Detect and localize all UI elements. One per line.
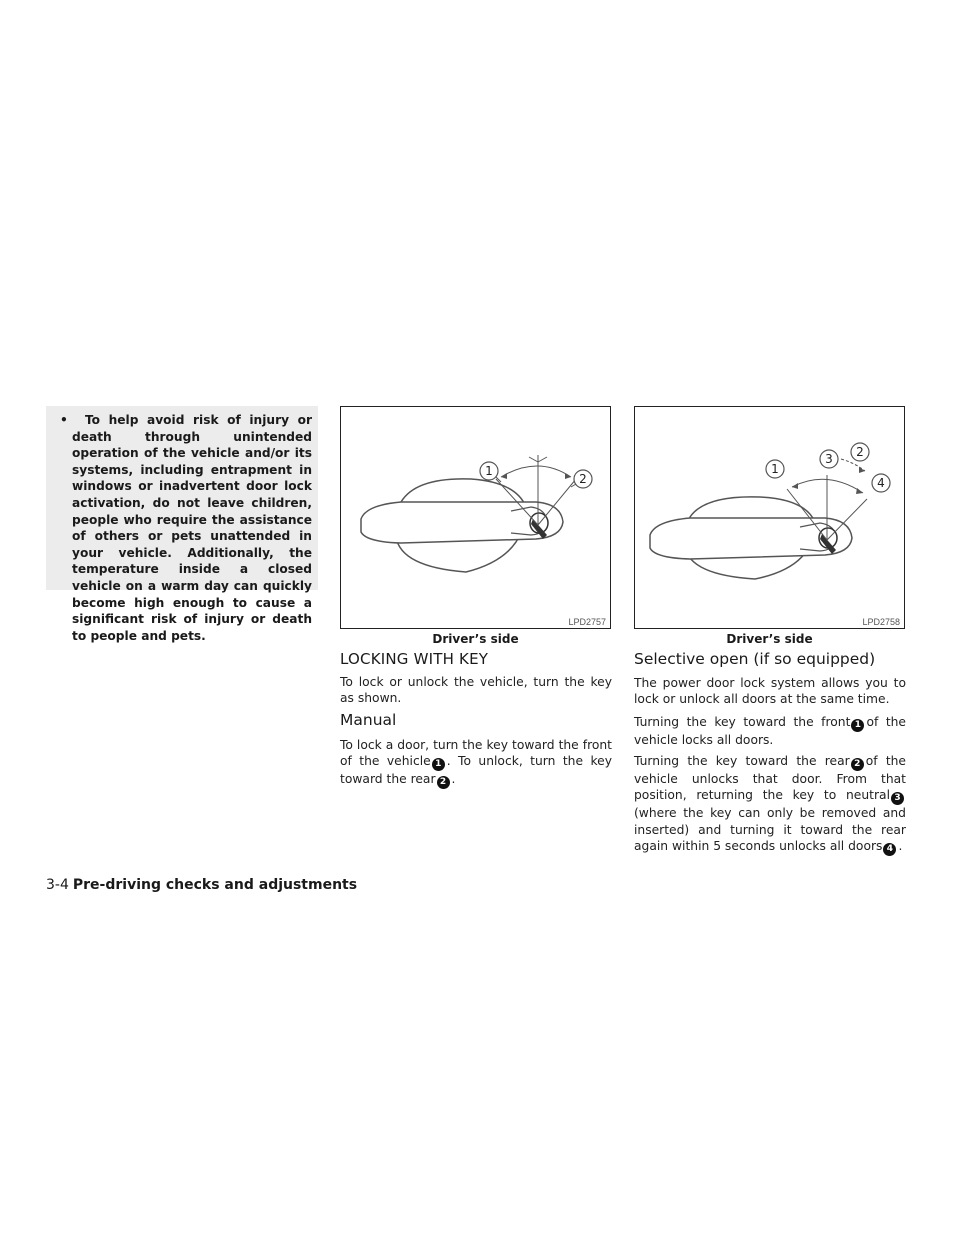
selective-p3-a: Turning the key toward the rear bbox=[634, 754, 850, 768]
selective-p3-b: of the vehicle unlocks that door. From that position, returning the key to neutral bbox=[634, 754, 906, 803]
figure1-caption: Driver’s side bbox=[432, 632, 519, 646]
figure2-code: LPD2758 bbox=[862, 617, 900, 627]
selective-p2-a: Turning the key toward the front bbox=[634, 715, 851, 729]
selective-p3-c: (where the key can only be removed and inserted) and turning it toward the rear again within 5 seconds unlocks all doors bbox=[634, 806, 906, 854]
warning-text: • To help avoid risk of injury or death through unintended operation of the vehicle and/or its systems, including entrapment in windows or inadvertent door lock activation, do not leave children, people who require the assistance of others or pets unattended in your vehicle. Additionally, the temperature inside a closed vehicle on a warm day can quickly become high enough to cause a significant risk of injury or death to people and pets. bbox=[60, 413, 312, 643]
manual-heading: Manual bbox=[340, 711, 397, 729]
page-footer bbox=[46, 877, 357, 893]
section-title: Pre-driving checks and adjustments bbox=[72, 877, 358, 893]
callout-3: 3 bbox=[891, 792, 904, 805]
selective-p3 bbox=[634, 753, 906, 856]
selective-p2-b: of the vehicle locks all doors. bbox=[634, 715, 906, 747]
locking-heading: LOCKING WITH KEY bbox=[340, 650, 489, 668]
figure1-label-2: 2 bbox=[579, 472, 587, 486]
selective-p3-d: . bbox=[898, 839, 903, 854]
page-number: 3-4 bbox=[46, 877, 69, 893]
figure1-label-1: 1 bbox=[485, 464, 493, 478]
selective-p2 bbox=[634, 714, 906, 748]
warning-text-body: To help avoid risk of injury or death through unintended operation of the vehicle and/or its systems, including entrapment in windows or inadvertent door lock activation, do not leave children, people who require the assistance of others or pets unattended in your vehicle. Additionally, the temperature inside a closed vehicle on a warm day can quickly become high enough to cause a significant risk of injury or death to people and pets. bbox=[72, 413, 312, 643]
selective-heading: Selective open (if so equipped) bbox=[634, 650, 876, 668]
figure-selective-open bbox=[634, 406, 905, 629]
manual-text-a: To lock a door, turn the key toward the front of the vehicle bbox=[340, 738, 612, 769]
locking-intro: To lock or unlock the vehicle, turn the key as shown. bbox=[340, 675, 612, 706]
callout-1: 1 bbox=[851, 719, 864, 732]
manual-text-c: . bbox=[451, 772, 456, 787]
figure2-label-1: 1 bbox=[771, 462, 779, 476]
figure-lock-key bbox=[340, 406, 611, 629]
figure2-label-2: 2 bbox=[856, 445, 864, 459]
figure2-caption: Driver’s side bbox=[726, 632, 813, 646]
door-handle-illustration-1 bbox=[341, 407, 610, 628]
door-handle-illustration-2 bbox=[635, 407, 904, 628]
callout-2: 2 bbox=[437, 776, 450, 789]
manual-paragraph bbox=[340, 737, 612, 789]
figure1-code: LPD2757 bbox=[568, 617, 606, 627]
manual-text-b: . To unlock, turn the key toward the rear bbox=[340, 754, 612, 787]
warning-box bbox=[46, 406, 318, 643]
figure2-label-3: 3 bbox=[825, 452, 833, 466]
callout-4: 4 bbox=[883, 843, 896, 856]
callout-2: 2 bbox=[851, 758, 864, 771]
selective-p1: The power door lock system allows you to lock or unlock all doors at the same time. bbox=[634, 676, 906, 707]
figure2-label-4: 4 bbox=[877, 476, 885, 490]
callout-1: 1 bbox=[432, 758, 445, 771]
